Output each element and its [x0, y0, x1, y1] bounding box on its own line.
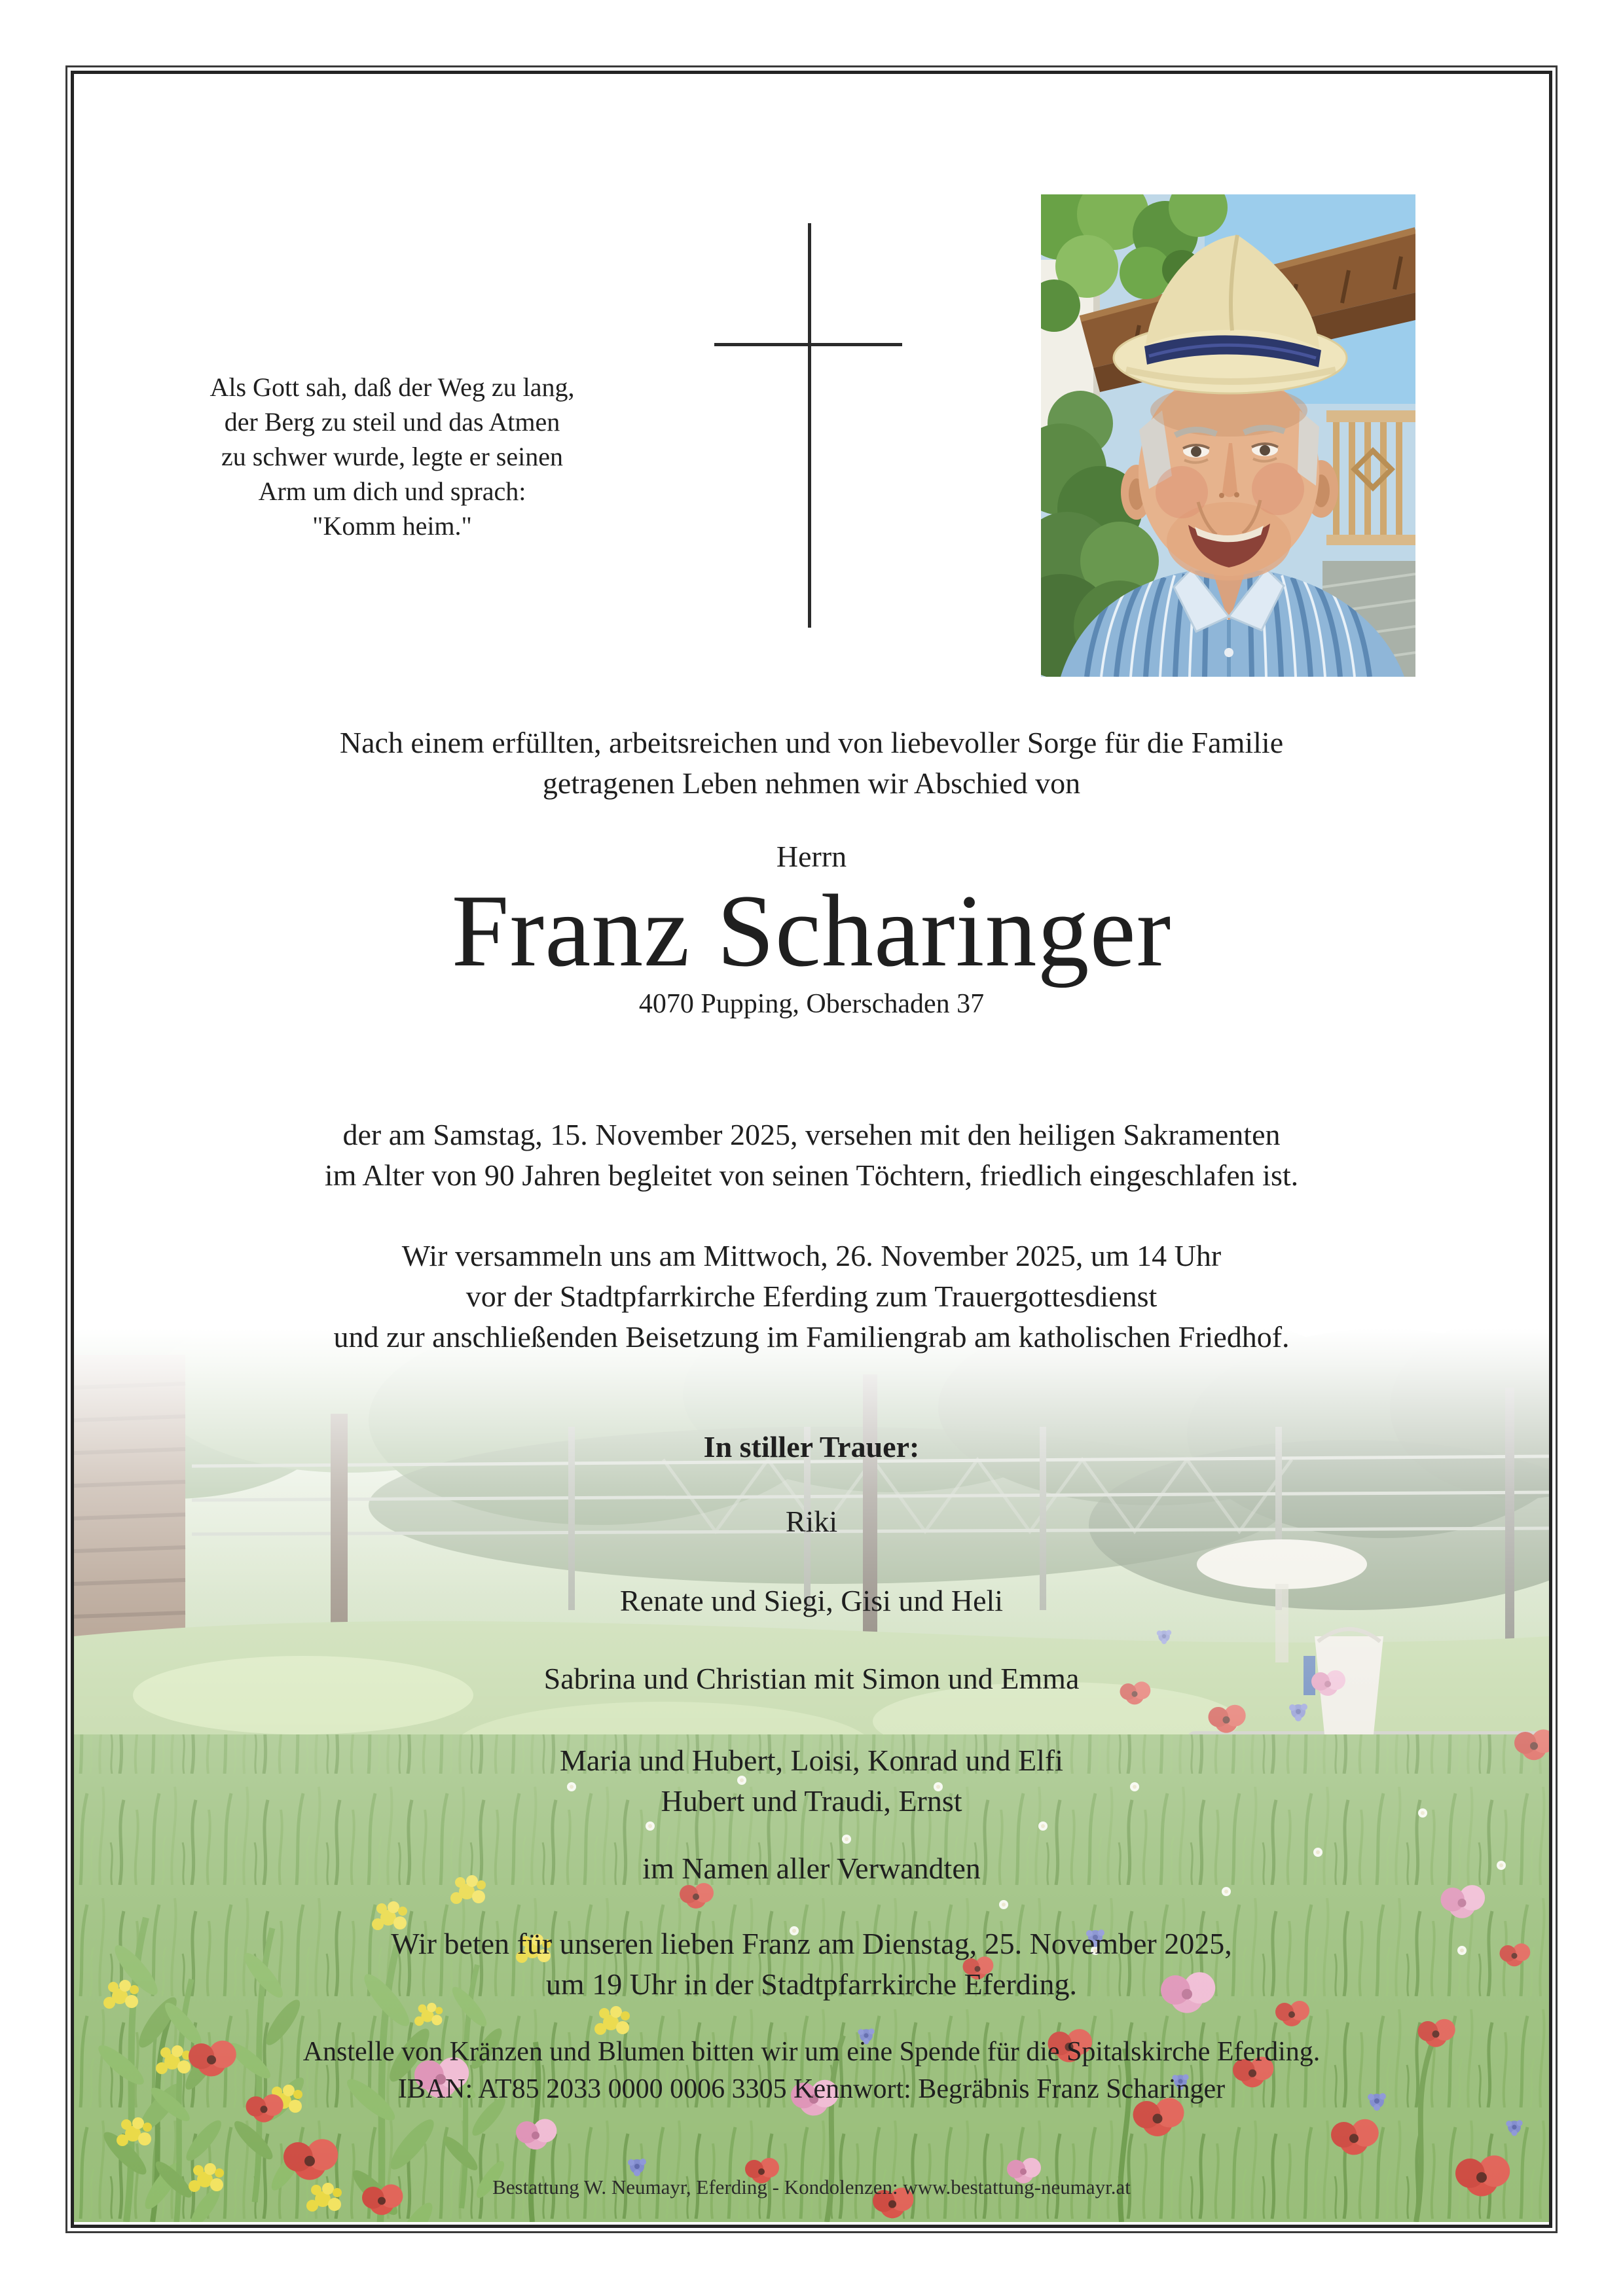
portrait-photo — [1041, 194, 1415, 677]
salutation: Herrn — [776, 840, 847, 873]
intro-line: Nach einem erfüllten, arbeitsreichen und von liebevoller Sorge für die Familie — [339, 726, 1284, 759]
funeral-notice — [74, 1236, 1549, 1357]
poem-line: Als Gott sah, daß der Weg zu lang, — [210, 372, 575, 402]
poem-line: "Komm heim." — [312, 511, 472, 541]
condolence-poem — [156, 370, 628, 543]
deceased-name-heading: Franz Scharinger — [451, 874, 1172, 988]
mourner-line: Hubert und Traudi, Ernst — [661, 1784, 962, 1818]
mourner-line: Renate und Siegi, Gisi und Heli — [619, 1584, 1004, 1617]
farewell-intro — [74, 723, 1549, 804]
prayer-line: Wir beten für unseren lieben Franz am Dienstag, 25. November 2025, — [391, 1927, 1232, 1960]
mourning-title: In stiller Trauer: — [703, 1430, 920, 1463]
donation-notice — [74, 2034, 1549, 2108]
death-notice — [74, 1115, 1549, 1196]
death-notice-line: der am Samstag, 15. November 2025, versehen mit den heiligen Sakramenten — [342, 1118, 1281, 1151]
deceased-address: 4070 Pupping, Oberschaden 37 — [638, 989, 985, 1019]
mourners-closing: im Namen aller Verwandten — [642, 1852, 981, 1885]
funeral-home-credit: Bestattung W. Neumayr, Eferding - Kondolenzen: www.bestattung-neumayr.at — [492, 2176, 1131, 2198]
prayer-notice — [74, 1924, 1549, 2005]
donation-line: IBAN: AT85 2033 0000 0006 3305 Kennwort: Begräbnis Franz Scharinger — [397, 2074, 1226, 2104]
shirt-button — [1224, 648, 1233, 657]
funeral-notice-line: und zur anschließenden Beisetzung im Familiengrab am katholischen Friedhof. — [333, 1320, 1290, 1354]
cross-horizontal-bar — [714, 343, 902, 346]
death-notice-line: im Alter von 90 Jahren begleitet von seinen Töchtern, friedlich eingeschlafen ist. — [324, 1158, 1299, 1192]
mourner-line: Riki — [785, 1505, 838, 1538]
intro-line: getragenen Leben nehmen wir Abschied von — [542, 766, 1081, 800]
cross-vertical-bar — [808, 223, 811, 628]
poem-line: zu schwer wurde, legte er seinen — [221, 442, 563, 471]
mourner-line: Sabrina und Christian mit Simon und Emma — [543, 1662, 1080, 1695]
poem-line: der Berg zu steil und das Atmen — [224, 407, 560, 437]
donation-line: Anstelle von Kränzen und Blumen bitten wir um eine Spende für die Spitalskirche Eferding. — [302, 2037, 1321, 2067]
poem-line: Arm um dich und sprach: — [258, 476, 526, 506]
funeral-notice-line: vor der Stadtpfarrkirche Eferding zum Trauergottesdienst — [465, 1280, 1158, 1313]
funeral-notice-line: Wir versammeln uns am Mittwoch, 26. November 2025, um 14 Uhr — [401, 1239, 1222, 1272]
mourner-group — [74, 1740, 1549, 1821]
mourner-line: Maria und Hubert, Loisi, Konrad und Elfi — [559, 1744, 1064, 1777]
portrait-scene — [1041, 194, 1415, 677]
prayer-line: um 19 Uhr in der Stadtpfarrkirche Eferding. — [545, 1967, 1078, 2001]
